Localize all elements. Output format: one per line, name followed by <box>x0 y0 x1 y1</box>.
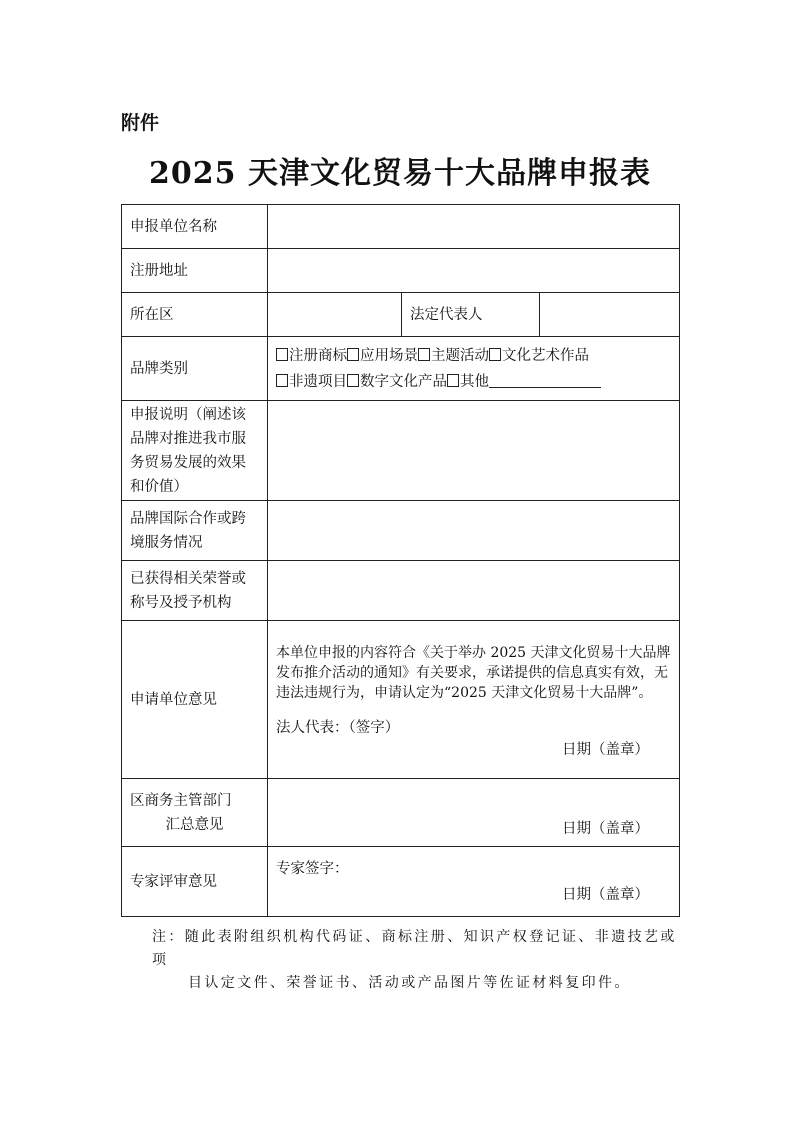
address-label: 注册地址 <box>122 249 268 293</box>
option-digital: 数字文化产品 <box>360 373 447 390</box>
brand-type-label: 品牌类别 <box>122 337 268 401</box>
legal-rep-field[interactable] <box>540 293 680 337</box>
checkbox-trademark[interactable] <box>276 348 288 361</box>
expert-opinion-label: 专家评审意见 <box>122 847 268 917</box>
unit-name-label: 申报单位名称 <box>122 205 268 249</box>
checkbox-heritage[interactable] <box>276 374 288 387</box>
expert-signature-label: 专家签字： <box>276 860 349 877</box>
legal-rep-label: 法定代表人 <box>402 293 540 337</box>
address-field[interactable] <box>268 249 680 293</box>
footnote-line2: 目认定文件、荣誉证书、活动或产品图片等佐证材料复印件。 <box>188 975 631 991</box>
honors-field[interactable] <box>268 561 680 621</box>
district-date-stamp: 日期（盖章） <box>562 821 650 837</box>
district-label: 所在区 <box>122 293 268 337</box>
applicant-opinion-label: 申请单位意见 <box>122 621 268 779</box>
option-scene: 应用场景 <box>360 347 418 364</box>
application-form-table <box>121 204 680 917</box>
option-event: 主题活动 <box>431 347 489 364</box>
expert-date-stamp: 日期（盖章） <box>562 886 650 903</box>
option-heritage: 非遗项目 <box>289 373 347 390</box>
footnote-line1: 注：随此表附组织机构代码证、商标注册、知识产权登记证、非遗技艺或项 <box>152 929 677 968</box>
checkbox-other[interactable] <box>447 374 459 387</box>
option-artwork: 文化艺术作品 <box>502 347 589 364</box>
other-blank-line[interactable] <box>489 373 601 388</box>
applicant-opinion-cell <box>268 621 680 779</box>
checkbox-digital[interactable] <box>347 374 359 387</box>
attachment-label: 附件 <box>121 112 160 134</box>
honors-label: 已获得相关荣誉或称号及授予机构 <box>122 561 268 621</box>
footnote <box>152 926 682 995</box>
option-trademark: 注册商标 <box>289 347 347 364</box>
commitment-statement: 本单位申报的内容符合《关于举办 2025 天津文化贸易十大品牌发布推介活动的通知》有关要求，承诺提供的信息真实有效，无违法违规行为，申请认定为“2025 天津文化贸易十大品牌”。 <box>276 644 671 701</box>
district-opinion-line1: 区商务主管部门 <box>130 792 232 809</box>
declaration-label: 申报说明（阐述该品牌对推进我市服务贸易发展的效果和价值） <box>122 401 268 501</box>
checkbox-artwork[interactable] <box>489 348 501 361</box>
brand-type-options <box>268 337 680 401</box>
checkbox-scene[interactable] <box>347 348 359 361</box>
district-opinion-label <box>122 779 268 847</box>
district-opinion-line2: 汇总意见 <box>165 816 224 833</box>
form-title: 2025 天津文化贸易十大品牌申报表 <box>149 156 651 191</box>
declaration-field[interactable] <box>268 401 680 501</box>
legal-signature-label: 法人代表：（签字） <box>276 719 400 736</box>
international-label: 品牌国际合作或跨境服务情况 <box>122 501 268 561</box>
district-opinion-cell[interactable] <box>268 779 680 847</box>
checkbox-event[interactable] <box>418 348 430 361</box>
expert-opinion-cell[interactable] <box>268 847 680 917</box>
district-field[interactable] <box>268 293 402 337</box>
unit-name-field[interactable] <box>268 205 680 249</box>
applicant-date-stamp: 日期（盖章） <box>562 741 650 758</box>
international-field[interactable] <box>268 501 680 561</box>
option-other: 其他 <box>460 373 489 390</box>
